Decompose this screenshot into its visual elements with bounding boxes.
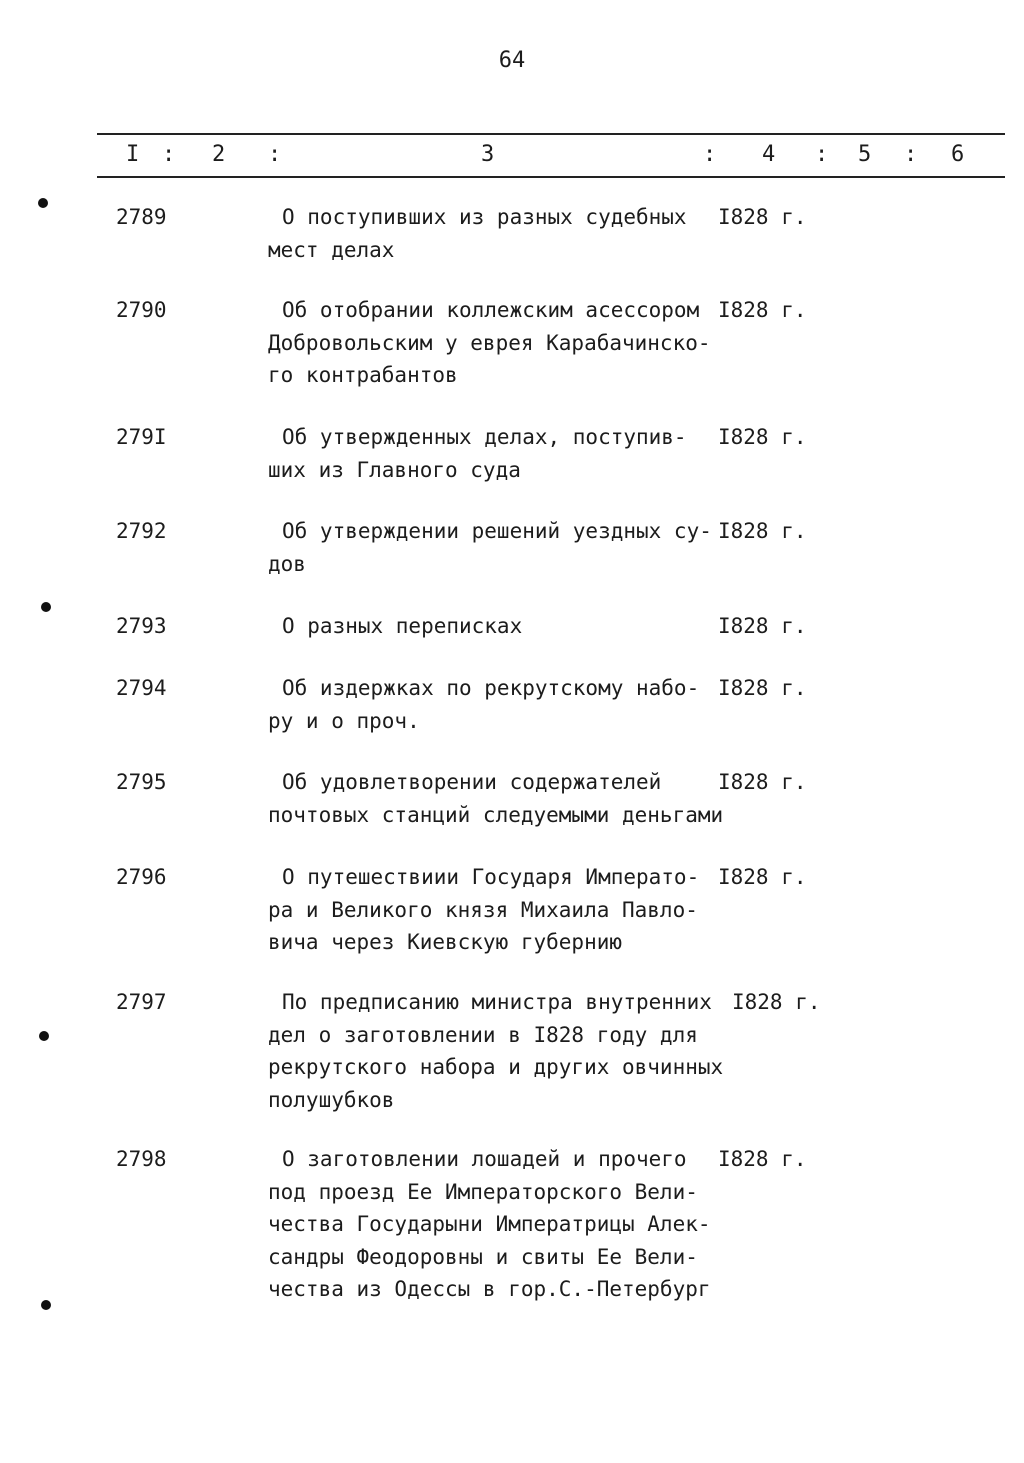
title-line: под проезд Ее Императорского Вели- [268, 1179, 698, 1204]
file-year: I828 г. [718, 770, 807, 794]
file-year: I828 г. [718, 865, 807, 889]
binding-hole-mark [41, 1300, 51, 1310]
file-number: 279I [116, 425, 167, 449]
file-number: 2792 [116, 519, 167, 543]
title-line: вича через Киевскую губернию [268, 930, 623, 954]
file-number: 2793 [116, 614, 167, 638]
column-header-6: 6 [951, 142, 965, 167]
title-line: почтовых станций следуемыми деньгами [268, 802, 724, 827]
file-title [268, 672, 738, 737]
file-title [268, 294, 738, 392]
file-year: I828 г. [718, 614, 807, 638]
file-year: I828 г. [718, 1147, 807, 1171]
column-header-5: 5 [858, 142, 872, 167]
column-header-2: 2 [212, 142, 226, 167]
title-line: рекрутского набора и других овчинных [268, 1055, 724, 1079]
file-title [268, 421, 738, 486]
file-year: I828 г. [732, 990, 821, 1014]
column-header-4: 4 [762, 142, 776, 167]
file-number: 2789 [116, 205, 167, 229]
column-header-1: I [126, 142, 140, 167]
title-line: ших из Главного суда [268, 457, 521, 482]
title-line: О разных переписках [282, 614, 523, 638]
file-number: 2797 [116, 990, 167, 1014]
column-separator: : [904, 142, 918, 167]
title-line: О заготовлении лошадей и прочего [282, 1147, 687, 1171]
title-line: дов [268, 551, 306, 576]
file-year: I828 г. [718, 205, 807, 229]
column-separator: : [268, 142, 282, 167]
file-year: I828 г. [718, 519, 807, 543]
file-number: 2796 [116, 865, 167, 889]
file-year: I828 г. [718, 425, 807, 449]
file-title [268, 861, 738, 959]
table-header-top-rule [97, 133, 1005, 135]
file-number: 2795 [116, 770, 167, 794]
title-line: ру и о проч. [268, 708, 420, 733]
title-line: сандры Феодоровны и свиты Ее Вели- [268, 1244, 698, 1269]
title-line: Об издержках по рекрутскому набо- [282, 676, 700, 700]
column-separator: : [703, 142, 717, 167]
column-header-3: 3 [481, 142, 495, 167]
binding-hole-mark [41, 602, 51, 612]
column-separator: : [162, 142, 176, 167]
file-number: 2794 [116, 676, 167, 700]
title-line: Об утверждении решений уездных су- [282, 519, 712, 543]
page-number: 64 [498, 48, 526, 73]
file-title [268, 201, 738, 266]
column-separator: : [815, 142, 829, 167]
title-line: Об удовлетворении содержателей [282, 770, 662, 794]
title-line: полушубков [268, 1087, 395, 1112]
title-line: ра и Великого князя Михаила Павло- [268, 897, 698, 922]
title-line: Об утвержденных делах, поступив- [282, 425, 687, 449]
file-title [268, 766, 738, 831]
title-line: чества из Одессы в гор.С.-Петербург [268, 1277, 711, 1301]
title-line: Об отобрании коллежским асессором [282, 298, 700, 322]
file-year: I828 г. [718, 298, 807, 322]
title-line: чества Государыни Императрицы Алек- [268, 1212, 711, 1236]
title-line: По предписанию министра внутренних [282, 990, 712, 1014]
title-line: го контрабантов [268, 363, 458, 387]
file-title [268, 986, 738, 1116]
table-header [0, 142, 1024, 170]
file-number: 2790 [116, 298, 167, 322]
file-title [268, 515, 738, 580]
title-line: О поступивших из разных судебных [282, 205, 687, 229]
title-line: мест делах [268, 237, 395, 262]
title-line: О путешествиии Государя Императо- [282, 865, 700, 889]
title-line: дел о заготовлении в I828 году для [268, 1022, 698, 1047]
title-line: Добровольским у еврея Карабачинско- [268, 330, 711, 355]
file-number: 2798 [116, 1147, 167, 1171]
binding-hole-mark [39, 1031, 49, 1041]
file-title [268, 610, 738, 643]
file-title [268, 1143, 738, 1306]
binding-hole-mark [38, 198, 48, 208]
table-header-bottom-rule [97, 176, 1005, 178]
file-year: I828 г. [718, 676, 807, 700]
